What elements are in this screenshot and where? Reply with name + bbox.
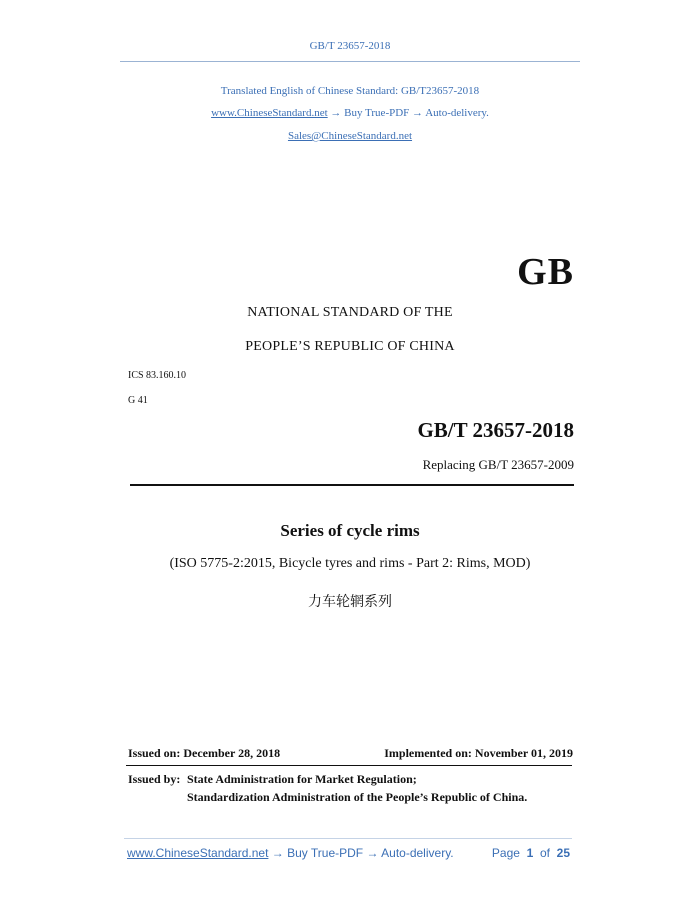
arrow-right-icon: → — [330, 107, 342, 119]
chinese-title: 力车轮辋系列 — [308, 594, 392, 610]
arrow-right-icon: → — [412, 107, 424, 119]
national-standard-line2: PEOPLE’S REPUBLIC OF CHINA — [245, 339, 455, 354]
footer-links — [127, 846, 454, 860]
document-subtitle: (ISO 5775-2:2015, Bicycle tyres and rims - Part 2: Rims, MOD) — [169, 556, 531, 571]
implemented-on-date: Implemented on: November 01, 2019 — [384, 746, 573, 760]
header-standard-code: GB/T 23657-2018 — [309, 40, 391, 52]
issued-on-date: Issued on: December 28, 2018 — [128, 746, 281, 760]
footer-delivery-text: Auto-delivery. — [381, 846, 454, 860]
email-line — [0, 130, 700, 142]
gb-logo: GB — [517, 251, 574, 293]
translation-links — [0, 107, 700, 119]
translation-notice: Translated English of Chinese Standard: GB/T23657-2018 — [220, 85, 480, 97]
national-standard-line1: NATIONAL STANDARD OF THE — [247, 305, 453, 320]
auto-delivery-text: Auto-delivery. — [425, 107, 489, 119]
header-divider — [120, 61, 580, 62]
issuer-line2: Standardization Administration of the People’s Republic of China. — [187, 790, 528, 804]
footer-divider — [124, 838, 572, 839]
site-link[interactable]: www.ChineseStandard.net — [211, 107, 328, 119]
page-current: 1 — [526, 846, 534, 860]
page-indicator — [492, 846, 570, 860]
title-divider — [130, 484, 574, 486]
arrow-right-icon: → — [271, 846, 284, 860]
issue-divider — [126, 765, 572, 766]
issuer-line1: State Administration for Market Regulation; — [187, 772, 417, 786]
ics-code: ICS 83.160.10 — [128, 370, 187, 381]
arrow-right-icon: → — [366, 846, 379, 860]
email-link[interactable]: Sales@ChineseStandard.net — [287, 130, 413, 142]
document-title: Series of cycle rims — [280, 521, 420, 540]
replacing-note: Replacing GB/T 23657-2009 — [422, 457, 574, 472]
standard-number: GB/T 23657-2018 — [417, 418, 574, 442]
page-total: 25 — [556, 846, 570, 860]
buy-pdf-text: Buy True-PDF — [344, 107, 410, 119]
footer-buy-text: Buy True-PDF — [287, 846, 364, 860]
footer-site-link[interactable]: www.ChineseStandard.net — [127, 846, 269, 860]
page-of: of — [539, 846, 550, 860]
issued-by-label: Issued by: — [128, 772, 181, 786]
page-label: Page — [491, 846, 520, 860]
ccs-code: G 41 — [128, 395, 148, 406]
